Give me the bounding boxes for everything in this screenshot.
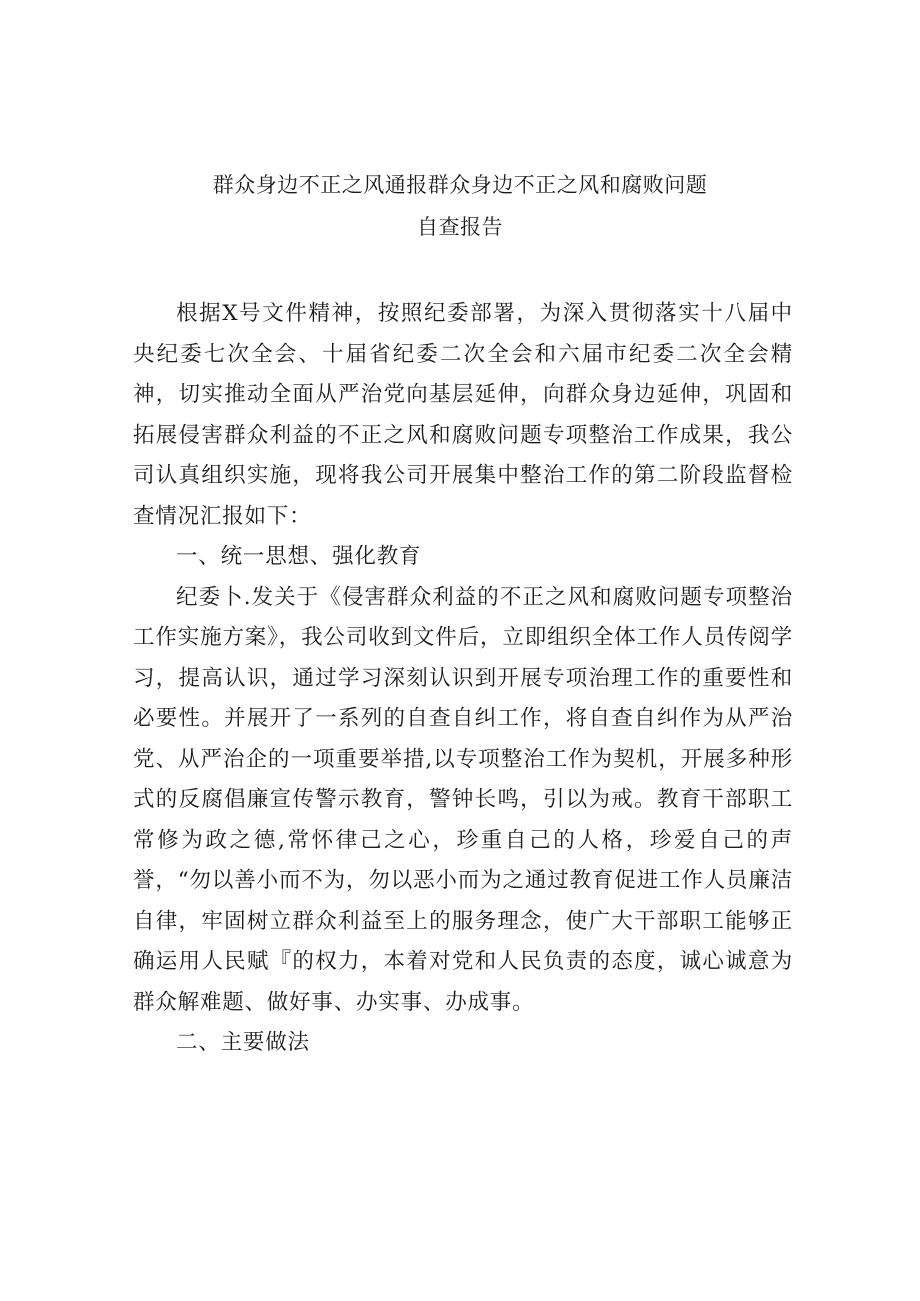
section-2-heading: 二、主要做法 [176,1030,310,1055]
document-title [0,164,920,248]
intro-paragraph: 根据X号文件精神，按照纪委部署，为深入贯彻落实十八届中央纪委七次全会、十届省纪委二次全会和六届市纪委二次全会精神，切实推动全面从严治党向基层延伸，向群众身边延伸，巩固和拓展侵害群众利益的不正之风和腐败问题专项整治工作成果，我公司认真组织实施，现将我公司开展集中整治工作的第二阶段监督检查情况汇报如下： [133,301,793,529]
section-1-paragraph: 纪委卜.发关于《侵害群众利益的不正之风和腐败问题专项整治工作实施方案》，我公司收到文件后，立即组织全体工作人员传阅学习，提高认识，通过学习深刻认识到开展专项治理工作的重要性和必要性。并展开了一系列的自查自纠工作，将自查自纠作为从严治党、从严治企的一项重要举措,以专项整治工作为契机，开展多种形式的反腐倡廉宣传警示教育，警钟长鸣，引以为戒。教育干部职工常修为政之德,常怀律己之心，珍重自己的人格，珍爱自己的声誉，“勿以善小而不为，勿以恶小而为之通过教育促进工作人员廉洁自律，牢固树立群众利益至上的服务理念，使广大干部职工能够正确运用人民赋『的权力，本着对党和人民负责的态度，诚心诚意为群众解难题、做好事、办实事、办成事。 [133,584,793,1015]
title-line-2: 自查报告 [417,215,503,239]
document-body [133,294,793,1064]
section-1-heading: 一、统一思想、强化教育 [176,544,422,569]
title-line-1: 群众身边不正之风通报群众身边不正之风和腐败问题 [212,173,708,197]
